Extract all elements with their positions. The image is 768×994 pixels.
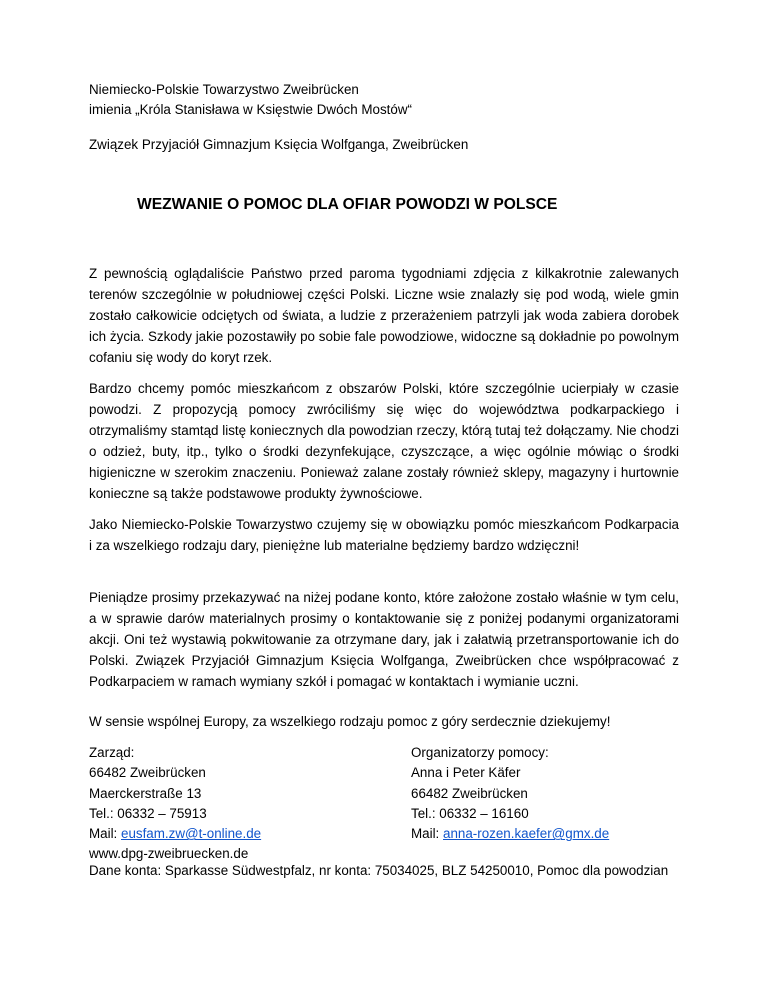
- document-title: WEZWANIE O POMOC DLA OFIAR POWODZI W POLSCE: [137, 196, 558, 213]
- organizers-city: 66482 Zweibrücken: [411, 785, 528, 801]
- paragraph-1: Z pewnością oglądaliście Państwo przed paroma tygodniami zdjęcia z kilkakrotnie zalewanych terenów szczególnie w południowej części Polski. Liczne wsie znalazły się pod wodą, wiele gmin zostało całkowicie odciętych od świata, a ludzie z przerażeniem patrzyli jak woda zabiera dorobek ich życia. Szkody jakie pozostawiły po sobie fale powodziowe, widoczne są dokładnie po powolnym cofaniu się wody do koryt rzek.: [89, 266, 679, 365]
- bank-account-info: Dane konta: Sparkasse Südwestpfalz, nr konta: 75034025, BLZ 54250010, Pomoc dla powodzian: [89, 863, 669, 878]
- board-city: 66482 Zweibrücken: [89, 765, 206, 781]
- header-org-subtitle: imienia „Króla Stanisława w Księstwie Dwóch Mostów“: [89, 102, 412, 117]
- header-org-name: Niemiecko-Polskie Towarzystwo Zweibrücken: [89, 82, 359, 97]
- paragraph-4: Pieniądze prosimy przekazywać na niżej podane konto, które założone zostało właśnie w tym celu, a w sprawie darów materialnych prosimy o kontaktowanie się z poniżej podanymi organizatorami akcji. Oni też wystawią pokwitowanie za otrzymane dary, jak i załatwią przetransportowanie ich do Polski. Związek Przyjaciół Gimnazjum Księcia Wolfganga, Zweibrücken chce współpracować z Podkarpaciem w ramach wymiany szkół i pomagać w kontaktach i wymianie uczni.: [89, 590, 679, 689]
- board-phone: Tel.: 06332 – 75913: [89, 805, 207, 821]
- board-mail-label: Mail:: [89, 826, 121, 842]
- organizers-names: Anna i Peter Käfer: [411, 765, 521, 781]
- board-street: Maerckerstraße 13: [89, 785, 202, 801]
- board-website: www.dpg-zweibruecken.de: [89, 846, 249, 862]
- organizers-mail-row: [411, 824, 609, 844]
- organizers-mail-label: Mail:: [411, 826, 443, 842]
- organizers-heading: Organizatorzy pomocy:: [411, 745, 549, 760]
- header-association: Związek Przyjaciół Gimnazjum Księcia Wolfganga, Zweibrücken: [89, 137, 469, 152]
- paragraph-2: Bardzo chcemy pomóc mieszkańcom z obszarów Polski, które szczególnie ucierpiały w czasie powodzi. Z propozycją pomocy zwróciliśmy się więc do województwa podkarpackiego i otrzymaliśmy stamtąd listę koniecznych dla powodzian rzeczy, którą tutaj też dołączamy. Nie chodzi o odzież, buty, itp., tylko o środki dezynfekujące, czyszczące, a więc ogólnie mówiąc o środki higieniczne w szerokim znaczeniu. Ponieważ zalane zostały również sklepy, magazyny i hurtownie konieczne są także podstawowe produkty żywnościowe.: [89, 381, 679, 501]
- board-mail-link[interactable]: eusfam.zw@t-online.de: [121, 826, 262, 842]
- organizers-contact: [411, 743, 609, 844]
- paragraph-3: Jako Niemiecko-Polskie Towarzystwo czujemy się w obowiązku pomóc mieszkańcom Podkarpacia i za wszelkiego rodzaju dary, pieniężne lub materialne będziemy bardzo wdzięczni!: [89, 517, 679, 553]
- board-mail-row: [89, 824, 261, 844]
- paragraph-5: W sensie wspólnej Europy, za wszelkiego rodzaju pomoc z góry serdecznie dziekujemy!: [89, 714, 611, 729]
- board-heading: Zarząd:: [89, 745, 135, 760]
- organizers-phone: Tel.: 06332 – 16160: [411, 805, 529, 821]
- board-contact: [89, 743, 261, 865]
- organizers-mail-link[interactable]: anna-rozen.kaefer@gmx.de: [443, 826, 610, 842]
